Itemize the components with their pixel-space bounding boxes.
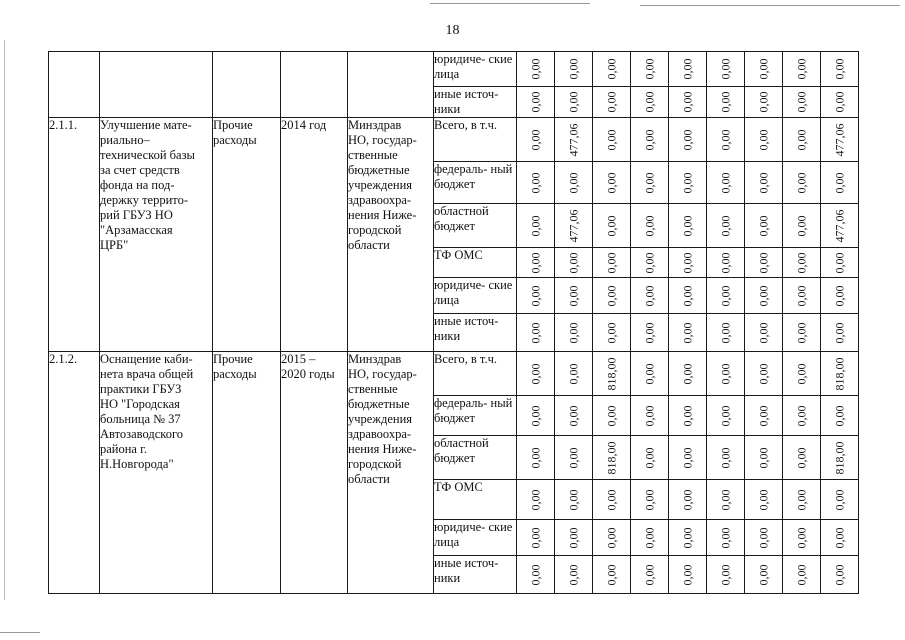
amount-value: 0,00 <box>718 564 732 585</box>
amount-cell <box>593 314 631 352</box>
amount-cell <box>669 556 707 594</box>
amount-cell <box>783 248 821 278</box>
amount-cell <box>783 204 821 248</box>
amount-cell <box>517 87 555 118</box>
amount-value: 0,00 <box>642 285 656 306</box>
amount-cell <box>707 52 745 87</box>
amount-value: 0,00 <box>528 215 542 236</box>
amount-cell <box>517 248 555 278</box>
amount-value: 0,00 <box>566 489 580 510</box>
amount-cell <box>555 118 593 162</box>
amount-cell <box>745 162 783 204</box>
amount-value: 0,00 <box>756 285 770 306</box>
amount-value: 0,00 <box>642 447 656 468</box>
scan-edge-top-right <box>640 5 900 6</box>
amount-value: 0,00 <box>794 405 808 426</box>
amount-value: 0,00 <box>718 285 732 306</box>
expense-type <box>213 52 281 118</box>
amount-value: 0,00 <box>794 489 808 510</box>
amount-value: 0,00 <box>718 58 732 80</box>
amount-cell <box>631 248 669 278</box>
amount-value: 0,00 <box>718 215 732 236</box>
amount-value: 0,00 <box>604 129 618 150</box>
amount-cell <box>555 520 593 556</box>
implementation-period: 2014 год <box>281 118 348 352</box>
funding-source: юридиче- ские лица <box>434 52 517 87</box>
amount-value: 0,00 <box>794 58 808 80</box>
amount-cell <box>593 87 631 118</box>
executor: Минздрав НО, государ- ственные бюджетные учреждения здравоохра- нения Ниже- городской области <box>348 352 434 594</box>
amount-cell <box>555 352 593 396</box>
amount-value: 0,00 <box>756 322 770 343</box>
amount-value: 0,00 <box>642 322 656 343</box>
amount-value: 0,00 <box>566 322 580 343</box>
amount-value: 818,00 <box>832 357 846 390</box>
amount-cell <box>783 556 821 594</box>
amount-cell <box>669 520 707 556</box>
amount-value: 0,00 <box>756 252 770 273</box>
amount-cell <box>821 520 859 556</box>
amount-cell <box>517 520 555 556</box>
amount-value: 0,00 <box>680 252 694 273</box>
amount-cell <box>783 520 821 556</box>
amount-value: 818,00 <box>832 441 846 474</box>
amount-cell <box>631 52 669 87</box>
amount-value: 0,00 <box>642 405 656 426</box>
amount-value: 0,00 <box>528 447 542 468</box>
amount-cell <box>821 314 859 352</box>
amount-value: 0,00 <box>604 405 618 426</box>
funding-source: областной бюджет <box>434 436 517 480</box>
amount-value: 0,00 <box>718 405 732 426</box>
amount-cell <box>517 314 555 352</box>
amount-value: 0,00 <box>718 129 732 150</box>
amount-value: 0,00 <box>604 564 618 585</box>
amount-value: 0,00 <box>566 252 580 273</box>
amount-cell <box>745 118 783 162</box>
amount-cell <box>783 314 821 352</box>
amount-cell <box>821 118 859 162</box>
amount-value: 0,00 <box>528 363 542 384</box>
amount-cell <box>821 480 859 520</box>
amount-value: 0,00 <box>680 447 694 468</box>
funding-source: ТФ ОМС <box>434 248 517 278</box>
amount-value: 0,00 <box>604 172 618 193</box>
amount-cell <box>593 248 631 278</box>
amount-cell <box>783 87 821 118</box>
amount-value: 0,00 <box>566 58 580 80</box>
amount-value: 0,00 <box>566 91 580 113</box>
amount-cell <box>821 352 859 396</box>
amount-cell <box>517 204 555 248</box>
scan-edge-bottom <box>0 632 40 633</box>
funding-source: иные источ- ники <box>434 556 517 594</box>
amount-cell <box>707 118 745 162</box>
amount-value: 0,00 <box>832 91 846 113</box>
amount-cell <box>593 162 631 204</box>
amount-cell <box>707 396 745 436</box>
amount-value: 0,00 <box>832 564 846 585</box>
expense-type: Прочие расходы <box>213 352 281 594</box>
amount-cell <box>593 396 631 436</box>
funding-source: Всего, в т.ч. <box>434 118 517 162</box>
amount-cell <box>783 480 821 520</box>
amount-value: 0,00 <box>756 447 770 468</box>
amount-value: 818,00 <box>604 357 618 390</box>
amount-cell <box>517 352 555 396</box>
amount-value: 0,00 <box>832 172 846 193</box>
amount-cell <box>821 278 859 314</box>
amount-cell <box>821 87 859 118</box>
amount-value: 0,00 <box>680 91 694 113</box>
amount-cell <box>593 278 631 314</box>
item-code <box>49 52 100 118</box>
amount-value: 477,06 <box>832 123 846 156</box>
amount-value: 0,00 <box>528 405 542 426</box>
implementation-period <box>281 52 348 118</box>
amount-cell <box>821 396 859 436</box>
amount-cell <box>707 314 745 352</box>
amount-cell <box>517 52 555 87</box>
amount-cell <box>631 352 669 396</box>
funding-source: областной бюджет <box>434 204 517 248</box>
amount-value: 0,00 <box>680 322 694 343</box>
funding-source: иные источ- ники <box>434 87 517 118</box>
amount-value: 0,00 <box>566 405 580 426</box>
amount-cell <box>631 204 669 248</box>
amount-cell <box>631 87 669 118</box>
scan-edge-top-left <box>430 3 590 4</box>
amount-value: 0,00 <box>832 527 846 548</box>
amount-cell <box>707 87 745 118</box>
item-code: 2.1.1. <box>49 118 100 352</box>
table-row <box>49 52 859 87</box>
amount-value: 0,00 <box>642 172 656 193</box>
amount-value: 0,00 <box>642 527 656 548</box>
amount-cell <box>707 352 745 396</box>
amount-cell <box>593 118 631 162</box>
amount-value: 0,00 <box>794 363 808 384</box>
amount-value: 0,00 <box>756 489 770 510</box>
amount-cell <box>783 436 821 480</box>
funding-source: юридиче- ские лица <box>434 520 517 556</box>
amount-value: 0,00 <box>566 363 580 384</box>
amount-value: 0,00 <box>604 58 618 80</box>
amount-value: 0,00 <box>832 489 846 510</box>
amount-cell <box>707 248 745 278</box>
item-code: 2.1.2. <box>49 352 100 594</box>
amount-value: 0,00 <box>756 91 770 113</box>
amount-value: 0,00 <box>680 489 694 510</box>
amount-cell <box>593 480 631 520</box>
amount-value: 0,00 <box>642 215 656 236</box>
amount-value: 0,00 <box>718 527 732 548</box>
amount-value: 0,00 <box>604 215 618 236</box>
amount-value: 0,00 <box>528 564 542 585</box>
amount-cell <box>821 436 859 480</box>
funding-source: юридиче- ские лица <box>434 278 517 314</box>
amount-value: 0,00 <box>794 215 808 236</box>
amount-cell <box>631 520 669 556</box>
amount-cell <box>669 162 707 204</box>
amount-cell <box>593 352 631 396</box>
amount-cell <box>669 87 707 118</box>
amount-value: 0,00 <box>680 172 694 193</box>
amount-value: 0,00 <box>642 489 656 510</box>
amount-cell <box>669 118 707 162</box>
amount-cell <box>593 204 631 248</box>
expense-type: Прочие расходы <box>213 118 281 352</box>
amount-value: 0,00 <box>794 285 808 306</box>
implementation-period: 2015 – 2020 годы <box>281 352 348 594</box>
amount-cell <box>783 162 821 204</box>
amount-value: 0,00 <box>718 252 732 273</box>
item-name: Оснащение каби- нета врача общей практики ГБУЗ НО "Городская больница № 37 Автозаводского района г. Н.Новгорода" <box>100 352 213 594</box>
amount-value: 0,00 <box>566 172 580 193</box>
amount-cell <box>707 162 745 204</box>
amount-value: 0,00 <box>718 363 732 384</box>
amount-cell <box>631 396 669 436</box>
amount-cell <box>821 52 859 87</box>
amount-cell <box>669 436 707 480</box>
amount-value: 0,00 <box>756 363 770 384</box>
amount-value: 0,00 <box>680 129 694 150</box>
amount-value: 0,00 <box>604 91 618 113</box>
amount-value: 477,06 <box>566 209 580 242</box>
amount-cell <box>745 314 783 352</box>
amount-cell <box>707 480 745 520</box>
amount-cell <box>821 248 859 278</box>
item-name <box>100 52 213 118</box>
amount-cell <box>783 278 821 314</box>
amount-cell <box>783 52 821 87</box>
amount-cell <box>669 52 707 87</box>
amount-value: 0,00 <box>680 564 694 585</box>
amount-value: 0,00 <box>642 564 656 585</box>
scan-edge-left <box>4 40 5 600</box>
amount-value: 0,00 <box>680 215 694 236</box>
amount-value: 0,00 <box>642 58 656 80</box>
amount-cell <box>517 278 555 314</box>
amount-cell <box>555 162 593 204</box>
amount-cell <box>517 436 555 480</box>
amount-cell <box>707 436 745 480</box>
amount-value: 0,00 <box>566 447 580 468</box>
amount-value: 0,00 <box>566 527 580 548</box>
amount-cell <box>669 204 707 248</box>
amount-cell <box>669 314 707 352</box>
amount-cell <box>707 520 745 556</box>
amount-cell <box>517 118 555 162</box>
table-row <box>49 352 859 396</box>
amount-value: 0,00 <box>604 252 618 273</box>
amount-value: 0,00 <box>756 215 770 236</box>
amount-value: 0,00 <box>642 252 656 273</box>
amount-cell <box>555 556 593 594</box>
amount-value: 0,00 <box>794 564 808 585</box>
funding-source: иные источ- ники <box>434 314 517 352</box>
amount-value: 0,00 <box>528 129 542 150</box>
amount-cell <box>631 162 669 204</box>
amount-cell <box>631 278 669 314</box>
amount-cell <box>555 436 593 480</box>
amount-cell <box>821 556 859 594</box>
amount-value: 0,00 <box>718 447 732 468</box>
amount-value: 0,00 <box>756 564 770 585</box>
amount-value: 477,06 <box>566 123 580 156</box>
amount-value: 0,00 <box>832 285 846 306</box>
amount-cell <box>783 396 821 436</box>
amount-cell <box>821 204 859 248</box>
amount-cell <box>593 52 631 87</box>
amount-value: 0,00 <box>832 58 846 80</box>
amount-value: 0,00 <box>642 129 656 150</box>
amount-cell <box>707 204 745 248</box>
amount-cell <box>555 480 593 520</box>
amount-value: 0,00 <box>528 172 542 193</box>
amount-cell <box>631 556 669 594</box>
amount-cell <box>555 314 593 352</box>
amount-cell <box>631 480 669 520</box>
amount-value: 0,00 <box>680 58 694 80</box>
amount-cell <box>745 278 783 314</box>
amount-cell <box>745 204 783 248</box>
amount-value: 0,00 <box>756 58 770 80</box>
amount-value: 0,00 <box>528 252 542 273</box>
amount-cell <box>669 352 707 396</box>
amount-value: 0,00 <box>756 129 770 150</box>
amount-cell <box>707 278 745 314</box>
amount-value: 0,00 <box>832 405 846 426</box>
amount-value: 0,00 <box>642 363 656 384</box>
amount-value: 0,00 <box>528 322 542 343</box>
amount-cell <box>821 162 859 204</box>
amount-cell <box>517 480 555 520</box>
amount-value: 0,00 <box>680 285 694 306</box>
amount-value: 0,00 <box>680 405 694 426</box>
amount-cell <box>555 204 593 248</box>
amount-cell <box>783 118 821 162</box>
funding-source: Всего, в т.ч. <box>434 352 517 396</box>
amount-cell <box>631 314 669 352</box>
amount-cell <box>745 480 783 520</box>
item-name: Улучшение мате- риально– технической базы за счет средств фонда на под- держку террито- рий ГБУЗ НО "Арзамасская ЦРБ" <box>100 118 213 352</box>
amount-value: 0,00 <box>794 252 808 273</box>
table-row <box>49 118 859 162</box>
amount-value: 0,00 <box>604 527 618 548</box>
amount-cell <box>783 352 821 396</box>
amount-value: 477,06 <box>832 209 846 242</box>
amount-cell <box>593 520 631 556</box>
amount-cell <box>669 278 707 314</box>
amount-cell <box>669 480 707 520</box>
amount-cell <box>517 162 555 204</box>
amount-value: 0,00 <box>528 489 542 510</box>
amount-value: 0,00 <box>718 489 732 510</box>
amount-cell <box>745 352 783 396</box>
amount-value: 0,00 <box>794 91 808 113</box>
amount-value: 0,00 <box>756 405 770 426</box>
amount-value: 0,00 <box>718 91 732 113</box>
amount-cell <box>555 87 593 118</box>
amount-value: 0,00 <box>604 285 618 306</box>
amount-cell <box>745 436 783 480</box>
amount-cell <box>745 520 783 556</box>
amount-value: 0,00 <box>832 322 846 343</box>
amount-cell <box>745 556 783 594</box>
amount-cell <box>631 118 669 162</box>
funding-source: ТФ ОМС <box>434 480 517 520</box>
amount-value: 0,00 <box>642 91 656 113</box>
amount-cell <box>555 396 593 436</box>
amount-cell <box>745 87 783 118</box>
amount-value: 0,00 <box>604 489 618 510</box>
amount-value: 0,00 <box>756 527 770 548</box>
amount-cell <box>669 396 707 436</box>
amount-value: 0,00 <box>680 527 694 548</box>
amount-cell <box>707 556 745 594</box>
amount-value: 0,00 <box>528 285 542 306</box>
amount-value: 0,00 <box>794 172 808 193</box>
executor <box>348 52 434 118</box>
amount-cell <box>745 396 783 436</box>
amount-value: 0,00 <box>528 527 542 548</box>
amount-cell <box>631 436 669 480</box>
amount-value: 0,00 <box>528 91 542 113</box>
budget-table <box>48 51 859 594</box>
amount-cell <box>517 396 555 436</box>
amount-value: 0,00 <box>794 129 808 150</box>
amount-cell <box>555 248 593 278</box>
amount-value: 0,00 <box>604 322 618 343</box>
amount-value: 0,00 <box>566 285 580 306</box>
amount-cell <box>593 556 631 594</box>
amount-value: 0,00 <box>794 447 808 468</box>
amount-value: 0,00 <box>566 564 580 585</box>
amount-cell <box>593 436 631 480</box>
amount-value: 0,00 <box>794 322 808 343</box>
amount-value: 0,00 <box>528 58 542 80</box>
amount-value: 0,00 <box>832 252 846 273</box>
amount-value: 0,00 <box>756 172 770 193</box>
amount-cell <box>669 248 707 278</box>
amount-cell <box>517 556 555 594</box>
amount-value: 0,00 <box>718 172 732 193</box>
amount-cell <box>745 248 783 278</box>
amount-value: 0,00 <box>718 322 732 343</box>
amount-value: 0,00 <box>680 363 694 384</box>
funding-source: федераль- ный бюджет <box>434 396 517 436</box>
amount-value: 818,00 <box>604 441 618 474</box>
amount-cell <box>555 278 593 314</box>
funding-source: федераль- ный бюджет <box>434 162 517 204</box>
amount-cell <box>745 52 783 87</box>
page-number: 18 <box>445 23 460 38</box>
amount-cell <box>555 52 593 87</box>
executor: Минздрав НО, государ- ственные бюджетные учреждения здравоохра- нения Ниже- городской области <box>348 118 434 352</box>
amount-value: 0,00 <box>794 527 808 548</box>
